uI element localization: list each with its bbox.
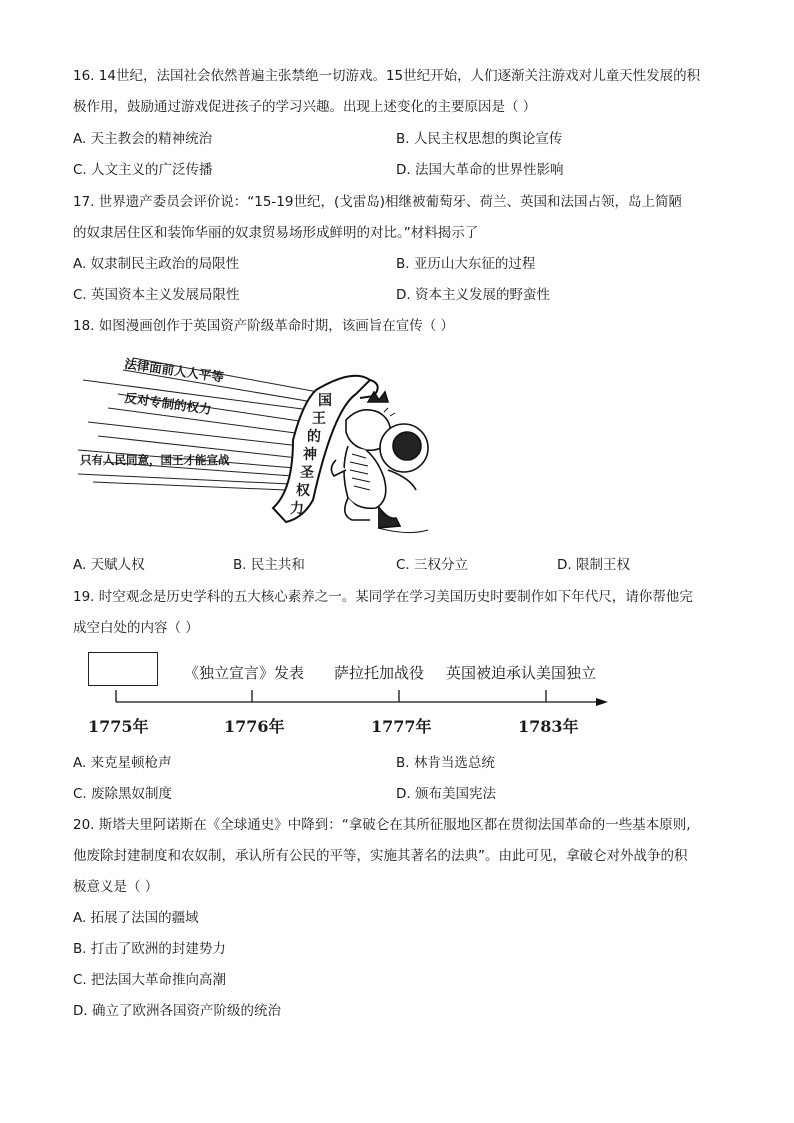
q20-option-b: B. 打击了欧洲的封建势力 bbox=[73, 941, 226, 957]
shield-char-6: 权 bbox=[296, 483, 310, 499]
cartoon-label-equality: 法律面前人人平等 bbox=[123, 355, 225, 385]
q18-option-b: B. 民主共和 bbox=[233, 557, 305, 573]
cartoon-label-anti-tyranny: 反对专制的权力 bbox=[123, 389, 213, 418]
q16-stem-line2: 极作用，鼓励通过游戏促进孩子的学习兴趣。出现上述变化的主要原因是（ ） bbox=[73, 99, 537, 115]
shield-char-1: 国 bbox=[318, 393, 332, 409]
timeline-event-declaration: 《独立宣言》发表 bbox=[184, 664, 305, 682]
q17-option-d: D. 资本主义发展的野蛮性 bbox=[396, 287, 550, 303]
q18-option-a: A. 天赋人权 bbox=[73, 557, 145, 573]
q16-stem-line1: 16. 14世纪，法国社会依然普遍主张禁绝一切游戏。15世纪开始，人们逐渐关注游戏对儿童天性发展的积 bbox=[73, 68, 701, 84]
q19-stem-line2: 成空白处的内容（ ） bbox=[73, 620, 199, 636]
q18-option-d: D. 限制王权 bbox=[557, 557, 630, 573]
shield-char-7: 力 bbox=[290, 501, 304, 517]
q20-stem-line2: 他废除封建制度和农奴制，承认所有公民的平等，实施其著名的法典”。由此可见，拿破仑对外战争的积 bbox=[73, 848, 688, 864]
shield-char-3: 的 bbox=[307, 429, 321, 445]
cartoon-drawing bbox=[78, 350, 438, 535]
q16-option-b: B. 人民主权思想的舆论宣传 bbox=[396, 131, 563, 147]
timeline-event-saratoga: 萨拉托加战役 bbox=[334, 664, 425, 682]
q17-stem-line2: 的奴隶居住区和装饰华丽的奴隶贸易场形成鲜明的对比。”材料揭示了 bbox=[73, 225, 479, 241]
q16-option-d: D. 法国大革命的世界性影响 bbox=[396, 162, 564, 178]
q19-option-d: D. 颁布美国宪法 bbox=[396, 786, 496, 802]
timeline-year-1777: 1777年 bbox=[371, 717, 432, 736]
q17-option-c: C. 英国资本主义发展局限性 bbox=[73, 287, 240, 303]
q19-option-a: A. 来克星顿枪声 bbox=[73, 755, 172, 771]
q17-stem-line1: 17. 世界遗产委员会评价说：“15-19世纪，(戈雷岛)相继被葡萄牙、荷兰、英国和法国占领，岛上简陋 bbox=[73, 194, 683, 210]
q16-option-c: C. 人文主义的广泛传播 bbox=[73, 162, 213, 178]
timeline-figure bbox=[80, 648, 640, 748]
timeline-year-1775: 1775年 bbox=[88, 717, 149, 736]
q18-stem-line1: 18. 如图漫画创作于英国资产阶级革命时期，该画旨在宣传（ ） bbox=[73, 318, 455, 334]
q17-option-b: B. 亚历山大东征的过程 bbox=[396, 256, 536, 272]
shield-char-4: 神 bbox=[303, 447, 317, 463]
cartoon-figure bbox=[78, 350, 438, 535]
q19-option-b: B. 林肯当选总统 bbox=[396, 755, 495, 771]
q20-option-a: A. 拓展了法国的疆域 bbox=[73, 910, 199, 926]
timeline-event-independence: 英国被迫承认美国独立 bbox=[446, 664, 597, 682]
q16-option-a: A. 天主教会的精神统治 bbox=[73, 131, 213, 147]
timeline-year-1776: 1776年 bbox=[224, 717, 285, 736]
q19-option-c: C. 废除黑奴制度 bbox=[73, 786, 173, 802]
cartoon-label-consent: 只有人民同意，国王才能宣战 bbox=[80, 453, 230, 467]
q18-option-c: C. 三权分立 bbox=[396, 557, 469, 573]
q19-stem-line1: 19. 时空观念是历史学科的五大核心素养之一。某同学在学习美国历史时要制作如下年代尺，请你帮他完 bbox=[73, 589, 693, 605]
q20-stem-line3: 极意义是（ ） bbox=[73, 879, 159, 895]
q20-stem-line1: 20. 斯塔夫里阿诺斯在《全球通史》中降到：“拿破仑在其所征服地区都在贯彻法国革命的一些基本原则, bbox=[73, 817, 691, 833]
shield-char-5: 圣 bbox=[300, 465, 314, 481]
q20-option-d: D. 确立了欧洲各国资产阶级的统治 bbox=[73, 1003, 281, 1019]
q17-option-a: A. 奴隶制民主政治的局限性 bbox=[73, 256, 240, 272]
timeline-year-1783: 1783年 bbox=[518, 717, 579, 736]
shield-char-2: 王 bbox=[312, 411, 326, 427]
q20-option-c: C. 把法国大革命推向高潮 bbox=[73, 972, 227, 988]
